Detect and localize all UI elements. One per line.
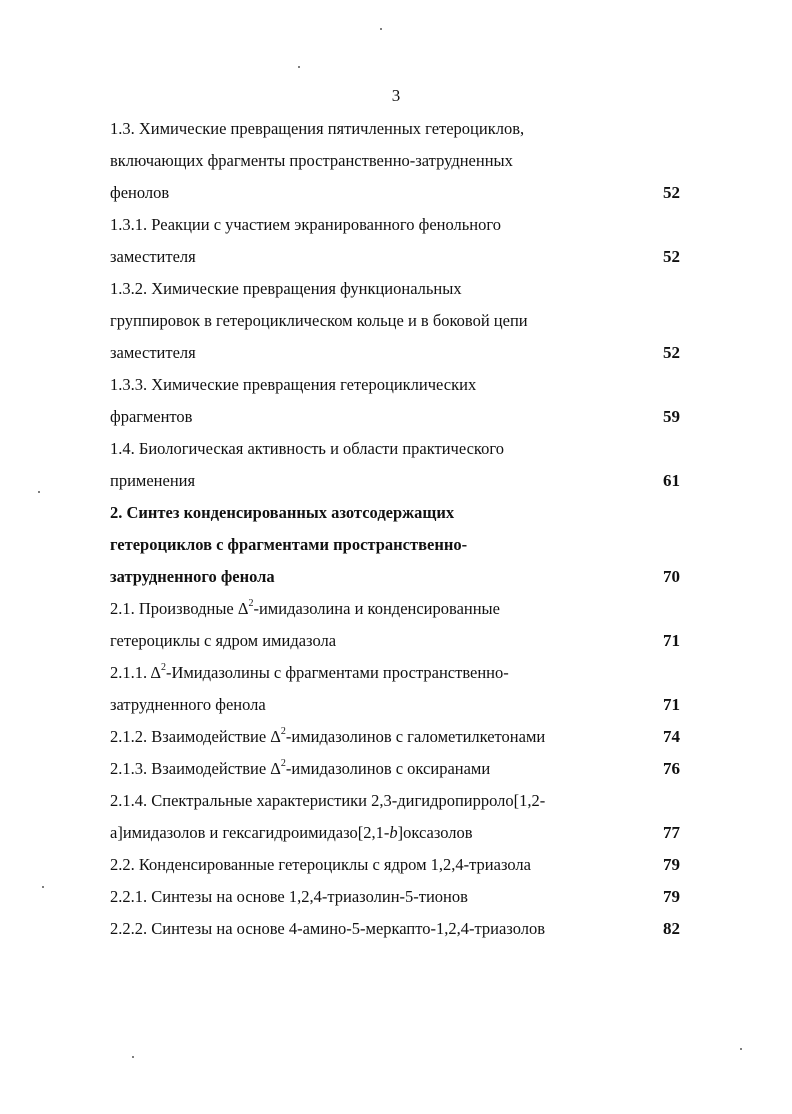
toc-entry-line: [110, 465, 680, 497]
scan-speck: [380, 28, 382, 30]
toc-entry-line: [110, 881, 680, 913]
toc-entry-line: [110, 817, 680, 849]
toc-entry-text: заместителя: [110, 343, 196, 362]
toc-entry: [110, 849, 680, 881]
toc-page-number: 52: [663, 343, 680, 362]
toc-entry-line: [110, 433, 680, 465]
toc-page-number: 82: [663, 919, 680, 938]
toc-entry-text: затрудненного фенола: [110, 567, 275, 586]
toc-entry: [110, 369, 680, 433]
toc-entry-line: [110, 369, 680, 401]
toc-entry: [110, 433, 680, 497]
toc-entry-text: 2. Синтез конденсированных азотсодержащих: [110, 503, 455, 522]
toc-entry-line: [110, 241, 680, 273]
toc-entry: [110, 753, 680, 785]
toc-entry: [110, 657, 680, 721]
toc-entry-text: 1.3. Химические превращения пятичленных гетероциклов,: [110, 119, 525, 138]
toc-entry-line: [110, 753, 680, 785]
scan-speck: [740, 1048, 742, 1050]
toc-entry-line: [110, 913, 680, 945]
toc-entry-text: фенолов: [110, 183, 170, 202]
toc-entry-text: гетероциклов с фрагментами пространственно-: [110, 535, 468, 554]
toc-entry-line: [110, 689, 680, 721]
toc-page-number: 59: [663, 407, 680, 426]
toc-entry-line: [110, 529, 680, 561]
toc-entry: [110, 209, 680, 273]
toc-entry-line: [110, 177, 680, 209]
toc-entry-text: 2.1.3. Взаимодействие $\Delta^2$-имидазолинов с оксиранами: [110, 757, 491, 778]
toc-page-number: 74: [663, 727, 680, 746]
toc-entry: [110, 273, 680, 369]
page-number: 3: [391, 86, 401, 105]
toc-entry-line: [110, 785, 680, 817]
toc-entry-text: фрагментов: [110, 407, 193, 426]
toc-entry-text: 2.2.2. Синтезы на основе 4-амино-5-меркапто-1,2,4-триазолов: [110, 919, 546, 938]
toc-page-number: 79: [663, 887, 680, 906]
toc-entry: [110, 113, 680, 209]
toc-entry-line: [110, 209, 680, 241]
table-of-contents: [110, 113, 680, 945]
toc-entry-text: 1.3.2. Химические превращения функциональных: [110, 279, 462, 298]
toc-entry: [110, 881, 680, 913]
toc-entry-line: [110, 849, 680, 881]
toc-entry-line: [110, 561, 680, 593]
scan-speck: [38, 491, 40, 493]
toc-entry-text: применения: [110, 471, 196, 490]
toc-page-number: 79: [663, 855, 680, 874]
toc-entry-text: 2.2. Конденсированные гетероциклы с ядром 1,2,4-триазола: [110, 855, 531, 874]
toc-entry-line: [110, 401, 680, 433]
toc-entry-line: [110, 273, 680, 305]
toc-entry-line: [110, 721, 680, 753]
toc-entry-text: 2.1.4. Спектральные характеристики 2,3-дигидропирроло[1,2-: [110, 791, 546, 810]
toc-entry-text: 1.3.1. Реакции с участием экранированного фенольного: [110, 215, 501, 234]
toc-entry-line: [110, 593, 680, 625]
toc-entry-text: 1.4. Биологическая активность и области практического: [110, 439, 504, 458]
toc-entry-line: [110, 657, 680, 689]
toc-entry-text: 1.3.3. Химические превращения гетероциклических: [110, 375, 477, 394]
toc-entry-text: 2.1.2. Взаимодействие $\Delta^2$-имидазолинов с галометилкетонами: [110, 725, 546, 746]
toc-entry: [110, 913, 680, 945]
scan-speck: [298, 66, 300, 68]
scan-speck: [42, 886, 44, 888]
toc-entry-line: [110, 113, 680, 145]
toc-entry: [110, 593, 680, 657]
toc-page-number: 70: [663, 567, 680, 586]
toc-page-number: 71: [663, 631, 680, 650]
toc-entry-text: 2.1.1. $\Delta^2$-Имидазолины с фрагментами пространственно-: [110, 661, 509, 682]
toc-entry: [110, 785, 680, 849]
toc-page-number: 71: [663, 695, 680, 714]
toc-entry: [110, 497, 680, 593]
toc-page-number: 61: [663, 471, 680, 490]
toc-page-number: 77: [663, 823, 680, 842]
toc-page-number: 52: [663, 247, 680, 266]
toc-entry-line: [110, 497, 680, 529]
toc-entry-text: а]имидазолов и гексагидроимидазо[2,1-b]оксазолов: [110, 823, 473, 842]
toc-entry-text: гетероциклы с ядром имидазола: [110, 631, 337, 650]
toc-page-number: 52: [663, 183, 680, 202]
toc-entry-text: включающих фрагменты пространственно-затрудненных: [110, 151, 513, 170]
toc-entry: [110, 721, 680, 753]
scan-speck: [132, 1056, 134, 1058]
toc-entry-text: заместителя: [110, 247, 196, 266]
toc-page-number: 76: [663, 759, 680, 778]
toc-entry-line: [110, 305, 680, 337]
toc-entry-line: [110, 337, 680, 369]
toc-entry-line: [110, 625, 680, 657]
toc-entry-text: затрудненного фенола: [110, 695, 266, 714]
toc-entry-text: 2.1. Производные $\Delta^2$-имидазолина и конденсированные: [110, 597, 500, 618]
toc-entry-text: 2.2.1. Синтезы на основе 1,2,4-триазолин-5-тионов: [110, 887, 468, 906]
toc-entry-text: группировок в гетероциклическом кольце и в боковой цепи: [110, 311, 528, 330]
toc-entry-line: [110, 145, 680, 177]
